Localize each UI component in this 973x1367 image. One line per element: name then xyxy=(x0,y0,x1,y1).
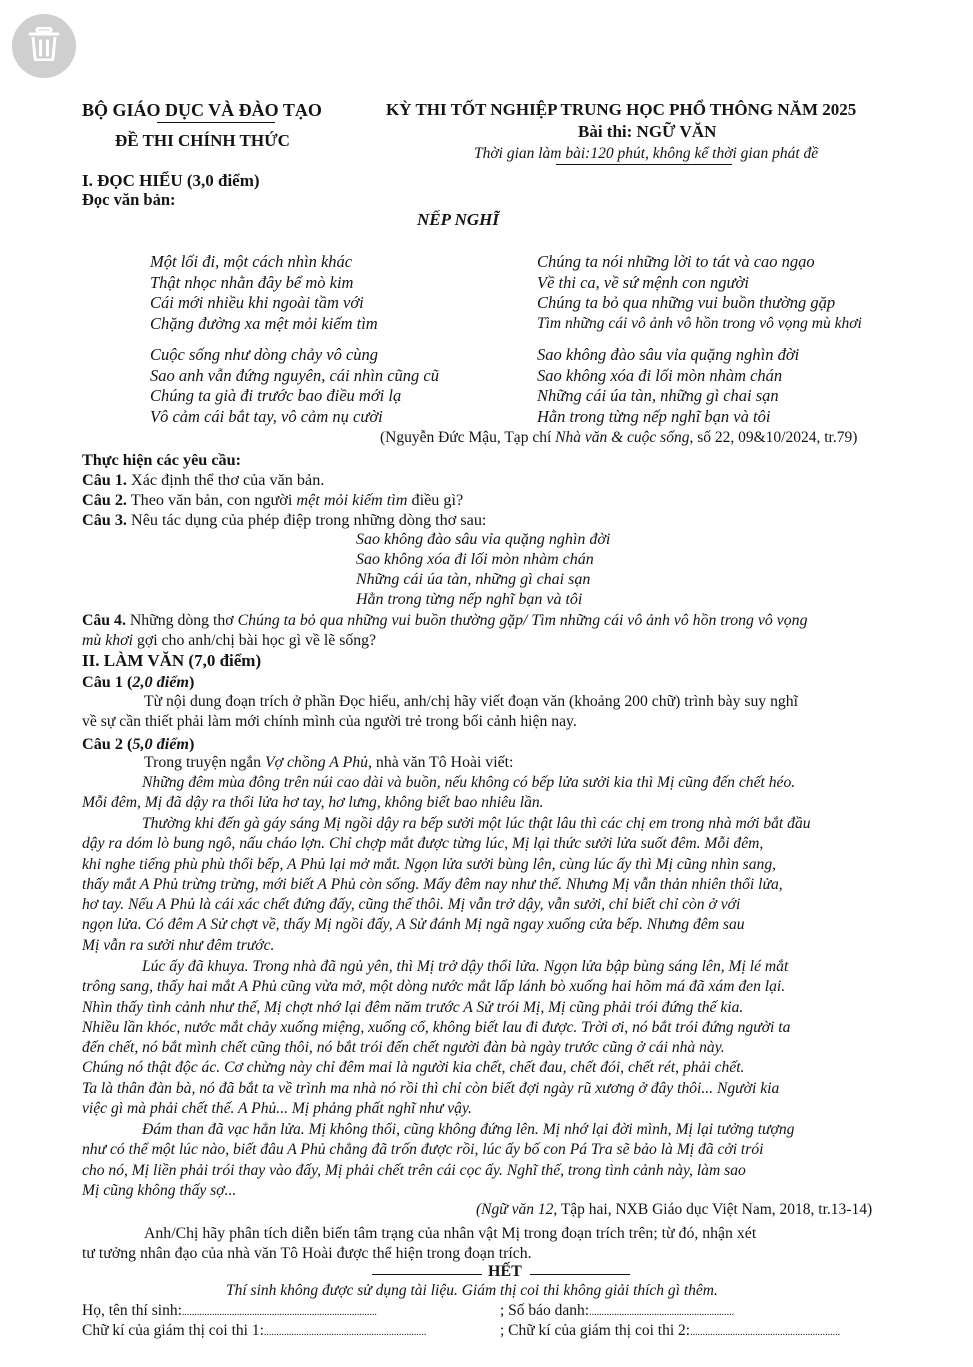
poem-left-stanza-2 xyxy=(150,345,439,427)
excerpt-line: cho nó, Mị liền phải trói thay vào đấy, Mị phải chết trên cái cọc ấy. Nghĩ thế, trong tình cảnh này, làm sao xyxy=(82,1161,746,1179)
question-text: gợi cho anh/chị bài học gì về lẽ sống? xyxy=(133,632,377,649)
story-title: Vợ chồng A Phủ xyxy=(264,754,369,771)
question-label: ) xyxy=(189,735,195,753)
essay-question-2-intro xyxy=(144,753,513,773)
candidate-name-field[interactable]: .............................................................................. xyxy=(181,1307,377,1318)
footer-note: Thí sinh không được sử dụng tài liệu. Giám thị coi thi không giải thích gì thêm. xyxy=(226,1282,718,1299)
exam-duration: Thời gian làm bài:120 phút, không kể thời gian phát đề xyxy=(474,145,819,162)
excerpt-line: Mị vẫn ra sưởi như đêm trước. xyxy=(82,936,275,954)
question-label: Câu 1. xyxy=(82,471,127,489)
excerpt-line: Chúng nó thật độc ác. Cơ chừng này chỉ đêm mai là người kia chết, chết đau, chết đói, chết rét, phải chết. xyxy=(82,1059,745,1077)
poem-line: Chúng ta bỏ qua những vui buồn thường gặp xyxy=(537,293,836,312)
excerpt-line: Đám than đã vạc hẳn lửa. Mị không thổi, cũng không đứng lên. Mị nhớ lại đời mình, Mị lại tưởng tượng xyxy=(142,1121,795,1138)
excerpt-line: như có thể một lúc nào, biết đâu A Phủ chẳng đã trốn được rồi, lúc ấy bố con Pá Tra sẽ bảo là Mị đã cởi trói xyxy=(82,1141,764,1159)
question-label: ) xyxy=(189,673,195,691)
question-4-line-2 xyxy=(82,631,376,651)
poem-line: Chặng đường xa mệt mỏi kiếm tìm xyxy=(150,313,378,333)
essay-question-1-text xyxy=(82,692,798,733)
intro-text: Trong truyện ngắn xyxy=(144,754,265,771)
excerpt-line: đến chết, nó bắt mình chết cũng thôi, nó bắt trói đến chết người đàn bà ngày trước cũng ở cái nhà này. xyxy=(82,1039,725,1057)
question-text: Theo văn bản, con người xyxy=(126,491,297,509)
question-4-line-1 xyxy=(82,611,807,631)
task-line: tư tưởng nhân đạo của nhà văn Tô Hoài được thể hiện trong đoạn trích. xyxy=(82,1245,532,1263)
quote-line: Hằn trong từng nếp nghĩ bạn và tôi xyxy=(356,591,583,608)
poem-line: Cái mới nhiều khi ngoài tầm với xyxy=(150,293,364,312)
essay-task xyxy=(82,1224,756,1265)
source-text: , số 22, 09&10/2024, tr.79) xyxy=(689,429,858,446)
excerpt-source xyxy=(476,1201,872,1219)
poem-line: Tìm những cái vô ảnh vô hồn trong vô vọng mù khơi xyxy=(537,314,862,332)
question-2 xyxy=(82,490,463,510)
poem-line: Sao không xóa đi lối mòn nhàm chán xyxy=(537,365,783,385)
poem-line: Hằn trong từng nếp nghĩ bạn và tôi xyxy=(537,406,771,426)
poem-line: Một lối đi, một cách nhìn khác xyxy=(150,252,353,271)
end-rule-right xyxy=(530,1274,630,1275)
trash-icon xyxy=(28,27,60,66)
excerpt-line: dậy ra dóm lò bung ngô, nấu cháo lợn. Chỉ chợp mắt được từng lúc, Mị lại thức sưởi lửa suốt đêm. Mỗi đêm, xyxy=(82,835,764,853)
poem-title: NẾP NGHĨ xyxy=(417,210,500,229)
essay-question-1-label xyxy=(82,672,194,692)
intro-text: , nhà văn Tô Hoài viết: xyxy=(368,754,514,771)
proctor-1-signature-line xyxy=(82,1322,426,1340)
excerpt-line: khi nghe tiếng phù phù thổi bếp, A Phủ lại mở mắt. Ngọn lửa sưởi bùng lên, cùng lúc ấy thì Mị cũng nhìn sang, xyxy=(82,855,777,873)
question-quote: mù khơi xyxy=(82,632,133,649)
official-exam-label: ĐỀ THI CHÍNH THỨC xyxy=(115,131,290,150)
essay-question-2-label xyxy=(82,734,194,754)
candidate-number-label: ; Số báo danh: xyxy=(500,1302,590,1319)
excerpt-line: trông sang, thấy hai mắt A Phủ cũng vừa mở, một dòng nước mắt lấp lánh bò xuống hai hõm má đã xám đen lại. xyxy=(82,978,786,996)
poem-line: Sao không đào sâu vỉa quặng nghìn đời xyxy=(537,345,800,364)
question-label: Câu 3. xyxy=(82,511,127,529)
question-label: Câu 2. xyxy=(82,491,127,509)
excerpt-line: Thường khi đến gà gáy sáng Mị ngồi dậy ra bếp sưởi một lúc thật lâu thì các chị em trong nhà mới bắt đầu xyxy=(142,815,811,832)
proctor-2-label: ; Chữ kí của giám thị coi thi 2: xyxy=(500,1322,691,1339)
poem-line: Những cái úa tàn, những gì chai sạn xyxy=(537,386,779,405)
excerpt-line: Nhìn thấy tình cảnh như thế, Mị chợt nhớ lại đêm năm trước A Sử trói Mị, Mị cũng phải trói đứng thế kia. xyxy=(82,998,744,1016)
question-3 xyxy=(82,510,486,530)
proctor-1-signature-field[interactable]: ................................................................. xyxy=(263,1327,427,1338)
proctor-2-signature-line xyxy=(500,1322,840,1340)
source-book: (Ngữ văn 12 xyxy=(476,1201,554,1218)
task-line: Anh/Chị hãy phân tích diễn biến tâm trạng của nhân vật Mị trong đoạn trích trên; từ đó, nhận xét xyxy=(144,1225,757,1242)
question-label: Câu 4. xyxy=(82,612,126,629)
exam-title: KỲ THI TỐT NGHIỆP TRUNG HỌC PHỔ THÔNG NĂM 2025 xyxy=(386,100,857,119)
poem-line: Chúng ta già đi trước bao điều mới lạ xyxy=(150,386,402,405)
excerpt-line: Lúc ấy đã khuya. Trong nhà đã ngủ yên, thì Mị trở dậy thổi lửa. Ngọn lửa bập bùng sáng lên, Mị lé mắt xyxy=(142,958,789,975)
question-text: Nêu tác dụng của phép điệp trong những dòng thơ sau: xyxy=(126,511,487,529)
excerpt-line: ngọn lửa. Có đêm A Sử chợt về, thấy Mị ngồi đấy, A Sử đánh Mị ngã ngay xuống cửa bếp. Nhưng đêm sau xyxy=(82,916,745,934)
proctor-2-signature-field[interactable]: ............................................................ xyxy=(690,1327,841,1338)
candidate-name-label: Họ, tên thí sinh: xyxy=(82,1302,182,1319)
quote-line: Sao không đào sâu vỉa quặng nghìn đời xyxy=(356,531,611,548)
question-label: Câu 1 ( xyxy=(82,673,133,691)
delete-button[interactable] xyxy=(12,14,76,78)
question-points: 2,0 điểm xyxy=(132,673,190,691)
quote-line: Những cái úa tàn, những gì chai sạn xyxy=(356,571,591,588)
excerpt-line: việc gì mà phải chết thế. A Phủ... Mị phảng phất nghĩ như vậy. xyxy=(82,1100,472,1118)
requirements-heading: Thực hiện các yêu cầu: xyxy=(82,451,241,469)
poem-right-stanza-1 xyxy=(537,252,862,334)
poem-left-stanza-1 xyxy=(150,252,378,334)
ministry-name: BỘ GIÁO DỤC VÀ ĐÀO TẠO xyxy=(82,100,322,120)
section-1-heading: I. ĐỌC HIỂU (3,0 điểm) xyxy=(82,171,260,190)
question-points: 5,0 điểm xyxy=(132,735,190,753)
quote-line: Sao không xóa đi lối mòn nhàm chán xyxy=(356,551,594,568)
ministry-underline xyxy=(157,122,275,123)
poem-line: Sao anh vẫn đứng nguyên, cái nhìn cũng cũ xyxy=(150,365,439,385)
excerpt-line: Mị cũng không thấy sợ... xyxy=(82,1181,237,1199)
excerpt-line: Nhiều lần khóc, nước mắt chảy xuống miệng, xuống cổ, không biết lau đi được. Trời ơi, nó bắt trói đứng người ta xyxy=(82,1018,791,1036)
end-rule-left xyxy=(372,1274,482,1275)
excerpt-line: Mỗi đêm, Mị đã dậy ra thổi lửa hơ tay, hơ lưng, không biết bao nhiêu lần. xyxy=(82,794,544,812)
poem-source xyxy=(380,429,857,447)
question-text: điều gì? xyxy=(407,491,464,509)
text-line: Từ nội dung đoạn trích ở phần Đọc hiểu, anh/chị hãy viết đoạn văn (khoảng 200 chữ) trình bày suy nghĩ xyxy=(144,693,798,710)
candidate-name-line xyxy=(82,1302,377,1320)
poem-line: Chúng ta nói những lời to tát và cao ngạo xyxy=(537,252,815,271)
candidate-number-line xyxy=(500,1302,734,1320)
question-3-quote xyxy=(356,530,610,610)
poem-line: Thật nhọc nhằn đây bể mò kim xyxy=(150,272,354,292)
poem-right-stanza-2 xyxy=(537,345,799,427)
question-text: Những dòng thơ xyxy=(125,612,238,629)
question-text: Xác định thể thơ của văn bản. xyxy=(126,471,325,489)
excerpt-paragraph-2 xyxy=(82,814,928,956)
excerpt-line: thấy mắt A Phủ trừng trừng, mới biết A Phủ còn sống. Mấy đêm nay như thế. Nhưng Mị vẫn thản nhiên thổi lửa, xyxy=(82,875,783,893)
end-mark: HẾT xyxy=(488,1263,522,1280)
proctor-1-label: Chữ kí của giám thị coi thi 1: xyxy=(82,1322,264,1339)
question-label: Câu 2 ( xyxy=(82,735,133,753)
candidate-number-field[interactable]: .......................................................... xyxy=(589,1307,735,1318)
read-text-label: Đọc văn bản: xyxy=(82,190,176,209)
text-line: về sự cần thiết phải làm mới chính mình của người trẻ trong bối cảnh hiện nay. xyxy=(82,713,577,731)
poem-line: Vô cảm cái bắt tay, vô cảm nụ cười xyxy=(150,406,383,426)
excerpt-line: Những đêm mùa đông trên núi cao dài và buồn, nếu không có bếp lửa sưởi kia thì Mị cũng đến chết héo. xyxy=(142,774,796,791)
source-text: (Nguyễn Đức Mậu, Tạp chí xyxy=(380,429,556,446)
section-2-heading: II. LÀM VĂN (7,0 điểm) xyxy=(82,651,262,670)
duration-underline xyxy=(556,164,732,165)
source-text: , Tập hai, NXB Giáo dục Việt Nam, 2018, tr.13-14) xyxy=(553,1201,873,1218)
excerpt-paragraph-4 xyxy=(82,1120,928,1201)
question-quote: Chúng ta bỏ qua những vui buồn thường gặp/ Tìm những cái vô ảnh vô hồn trong vô vọng xyxy=(237,612,808,629)
question-1 xyxy=(82,470,324,490)
subject-title: Bài thi: NGỮ VĂN xyxy=(578,122,717,141)
excerpt-paragraph-1 xyxy=(82,773,928,814)
excerpt-paragraph-3 xyxy=(82,957,928,1119)
source-magazine: Nhà văn & cuộc sống xyxy=(555,429,690,446)
excerpt-line: hơ tay. Nếu A Phủ là cái xác chết đứng đấy, cũng thế thôi. Mị vẫn trở dậy, vẫn sưởi, chỉ biết chỉ còn ở với xyxy=(82,896,741,914)
excerpt-line: Ta là thân đàn bà, nó đã bắt ta về trình ma nhà nó rồi thì chỉ còn biết đợi ngày rũ xương ở đây thôi... Người kia xyxy=(82,1079,780,1097)
poem-line: Về thi ca, về sứ mệnh con người xyxy=(537,272,749,292)
poem-line: Cuộc sống như dòng chảy vô cùng xyxy=(150,345,379,364)
question-quote: mệt mỏi kiếm tìm xyxy=(296,491,408,509)
